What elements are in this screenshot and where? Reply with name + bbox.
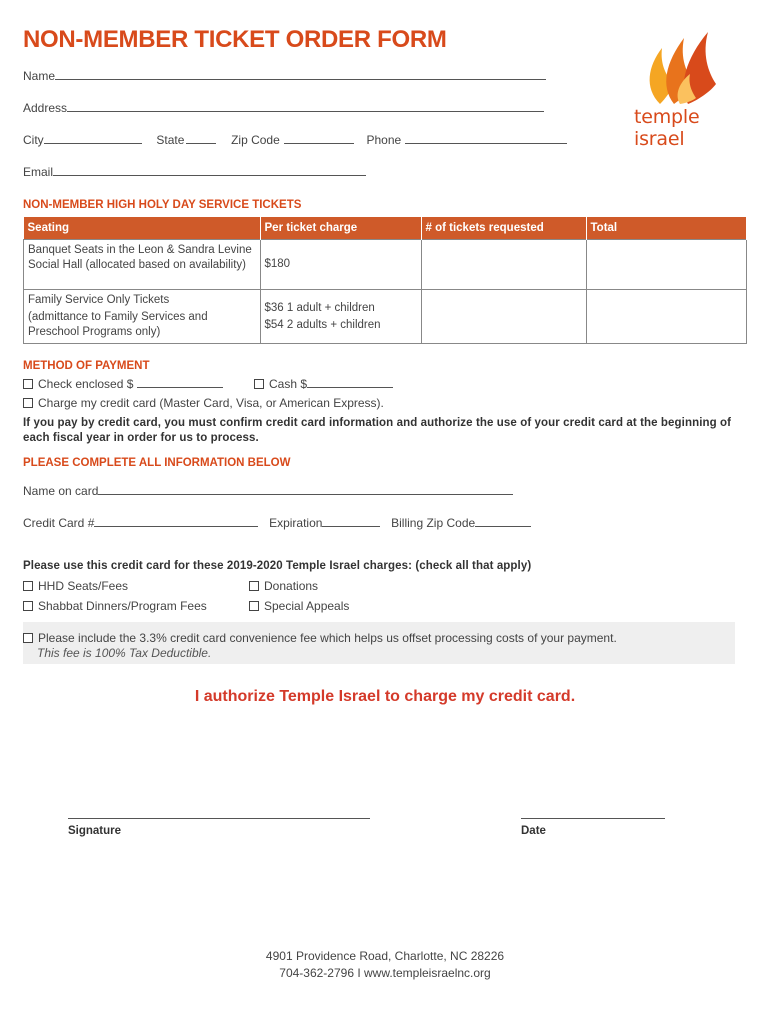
family-charge-cell (260, 290, 421, 344)
banquet-total-input[interactable] (586, 240, 747, 290)
credit-label: Charge my credit card (Master Card, Visa, or American Express). (38, 396, 384, 410)
signature-line[interactable] (68, 817, 370, 819)
family-charge-one-adult: $36 1 adult + children (264, 301, 375, 314)
table-row (24, 290, 747, 344)
family-seating-note: (admittance to Family Services and Preschool Programs only) (28, 311, 208, 338)
expiration-field[interactable] (322, 515, 380, 527)
address-row (23, 100, 544, 115)
card-info-section-title: PLEASE COMPLETE ALL INFORMATION BELOW (23, 457, 291, 469)
billing-zip-field[interactable] (475, 515, 531, 527)
expiration-label: Expiration (269, 516, 323, 530)
appeals-option (249, 599, 349, 613)
name-label: Name (23, 69, 56, 83)
family-quantity-input[interactable] (421, 290, 586, 344)
donations-label: Donations (264, 579, 319, 593)
tickets-requested-header: # of tickets requested (421, 217, 586, 240)
check-checkbox[interactable] (23, 379, 33, 389)
fee-note: This fee is 100% Tax Deductible. (37, 646, 212, 660)
hhd-label: HHD Seats/Fees (38, 579, 129, 593)
card-number-label: Credit Card # (23, 516, 95, 530)
phone-field[interactable] (405, 132, 567, 144)
shabbat-checkbox[interactable] (23, 601, 33, 611)
table-row (24, 240, 747, 290)
city-field[interactable] (44, 132, 142, 144)
table-header-row (24, 217, 747, 240)
fee-checkbox[interactable] (23, 633, 33, 643)
shabbat-option (23, 599, 207, 613)
credit-card-note: If you pay by credit card, you must confirm credit card information and authorize the use of your credit card at the beginning of each fiscal year in order for us to process. (23, 417, 732, 444)
city-row (23, 132, 567, 147)
family-seating-title: Family Service Only Tickets (28, 294, 170, 306)
footer-address: 4901 Providence Road, Charlotte, NC 28226 (265, 949, 505, 963)
date-line[interactable] (521, 817, 665, 819)
banquet-charge-cell: $180 (260, 240, 421, 290)
tickets-table (23, 217, 747, 344)
cash-checkbox[interactable] (254, 379, 264, 389)
donations-checkbox[interactable] (249, 581, 259, 591)
email-label: Email (23, 165, 54, 179)
family-total-input[interactable] (586, 290, 747, 344)
signature-label: Signature (68, 825, 122, 837)
name-field[interactable] (55, 68, 546, 80)
city-label: City (23, 133, 44, 147)
banquet-quantity-input[interactable] (421, 240, 586, 290)
appeals-checkbox[interactable] (249, 601, 259, 611)
fee-option (23, 631, 617, 645)
charge-header: Per ticket charge (260, 217, 421, 240)
seating-header: Seating (24, 217, 261, 240)
name-on-card-row (23, 483, 513, 498)
check-label: Check enclosed $ (38, 377, 134, 391)
hhd-checkbox[interactable] (23, 581, 33, 591)
email-field[interactable] (53, 164, 366, 176)
card-number-field[interactable] (94, 515, 258, 527)
billing-zip-label: Billing Zip Code (391, 516, 476, 530)
footer-contact: 704-362-2796 I www.templeisraelnc.org (279, 966, 491, 980)
name-row (23, 68, 546, 83)
fee-text: Please include the 3.3% credit card convenience fee which helps us offset processing costs of your payment. (38, 631, 617, 645)
temple-israel-logo (630, 28, 742, 150)
name-on-card-field[interactable] (98, 483, 513, 495)
banquet-seating-cell: Banquet Seats in the Leon & Sandra Levine Social Hall (allocated based on availability) (24, 240, 261, 290)
flame-icon (630, 28, 742, 106)
address-label: Address (23, 101, 68, 115)
address-field[interactable] (67, 100, 544, 112)
tickets-section-title: NON-MEMBER HIGH HOLY DAY SERVICE TICKETS (23, 199, 302, 211)
logo-text: temple israel (634, 106, 700, 150)
zip-label: Zip Code (231, 133, 280, 147)
check-option (23, 376, 223, 391)
payment-section-title: METHOD OF PAYMENT (23, 360, 150, 372)
family-charge-two-adults: $54 2 adults + children (264, 318, 381, 331)
credit-checkbox[interactable] (23, 398, 33, 408)
state-label: State (156, 133, 185, 147)
appeals-label: Special Appeals (264, 599, 350, 613)
authorize-statement: I authorize Temple Israel to charge my credit card. (194, 688, 576, 705)
cash-amount-field[interactable] (307, 376, 393, 388)
check-amount-field[interactable] (137, 376, 223, 388)
date-label: Date (521, 825, 546, 837)
total-header: Total (586, 217, 747, 240)
family-seating-cell (24, 290, 261, 344)
cash-option (254, 376, 393, 391)
email-row (23, 164, 366, 179)
credit-option (23, 396, 384, 410)
card-details-row (23, 515, 531, 530)
name-on-card-label: Name on card (23, 484, 99, 498)
donations-option (249, 579, 318, 593)
zip-field[interactable] (284, 132, 354, 144)
form-title: NON-MEMBER TICKET ORDER FORM (23, 26, 447, 53)
state-field[interactable] (186, 132, 216, 144)
phone-label: Phone (366, 133, 402, 147)
cash-label: Cash $ (269, 377, 308, 391)
charges-prompt: Please use this credit card for these 2019-2020 Temple Israel charges: (check all that apply) (23, 560, 532, 572)
shabbat-label: Shabbat Dinners/Program Fees (38, 599, 207, 613)
hhd-option (23, 579, 128, 593)
